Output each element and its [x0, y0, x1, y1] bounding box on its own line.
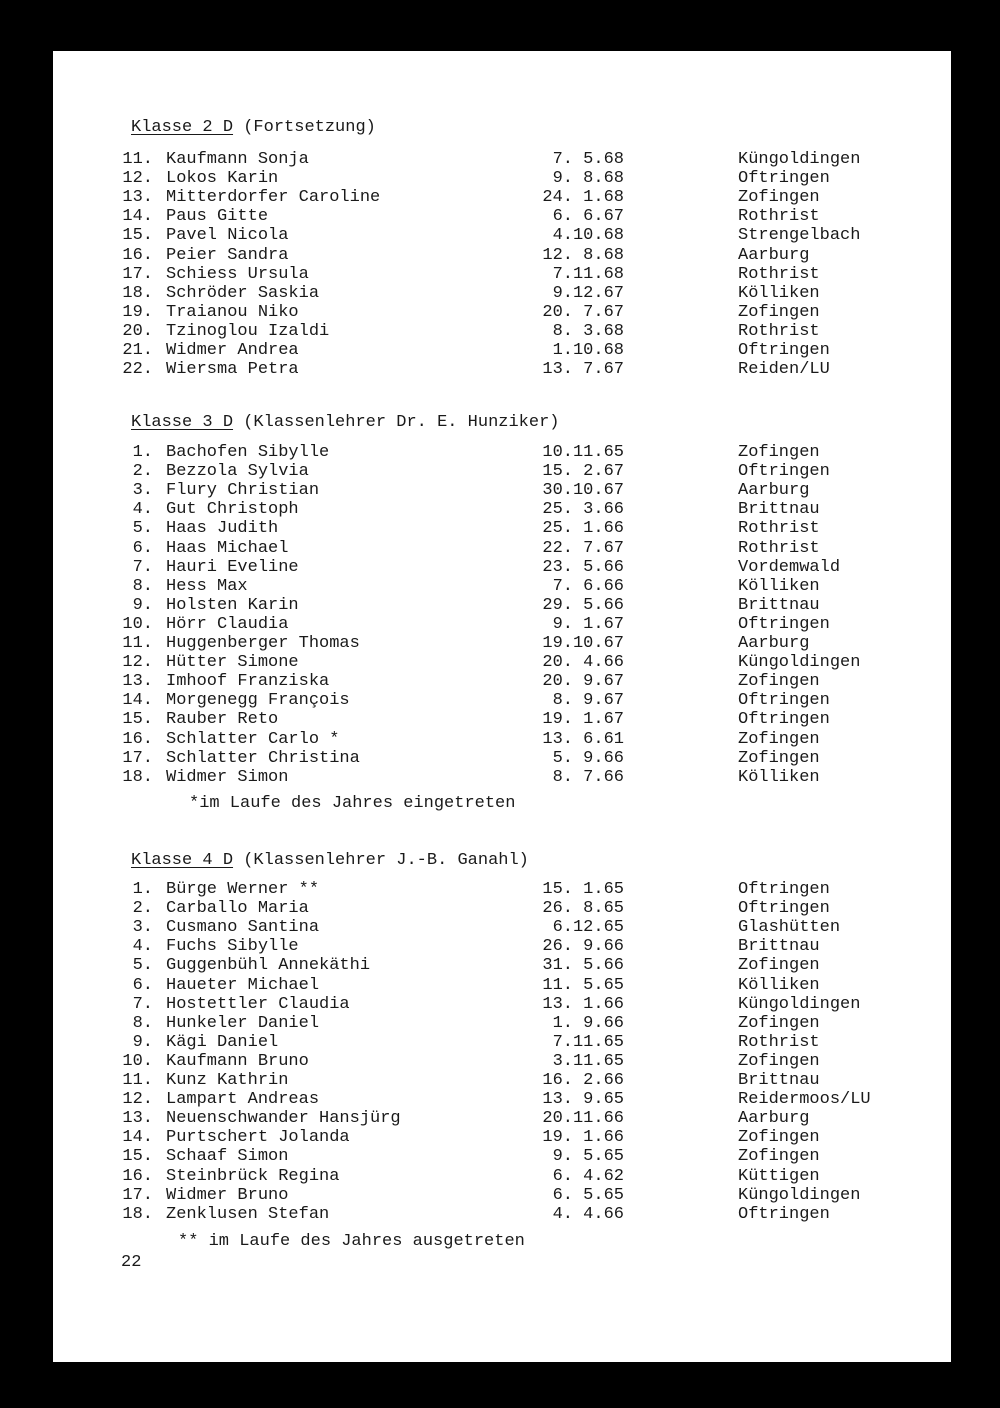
student-row [53, 246, 951, 265]
student-row [53, 150, 951, 169]
student-name: Cusmano Santina [166, 918, 320, 938]
student-row [53, 284, 951, 303]
row-number: 2. [132, 899, 153, 919]
row-number: 3. [132, 481, 153, 501]
home-town: Strengelbach [738, 226, 861, 246]
row-number: 22. [122, 360, 153, 380]
birth-date: 26. 9.66 [542, 937, 624, 957]
student-name: Schaaf Simon [166, 1147, 289, 1167]
home-town: Glashütten [738, 918, 841, 938]
home-town: Oftringen [738, 1204, 830, 1224]
student-row [53, 937, 951, 956]
birth-date: 19.10.67 [542, 634, 624, 653]
birth-date: 24. 1.68 [542, 188, 624, 208]
home-town: Zofingen [738, 729, 820, 749]
student-name: Kunz Kathrin [166, 1071, 289, 1090]
home-town: Zofingen [738, 1128, 820, 1148]
home-town: Küngoldingen [738, 653, 861, 673]
birth-date: 25. 1.66 [542, 519, 624, 539]
row-number: 8. [132, 1013, 153, 1033]
row-number: 16. [122, 729, 153, 749]
row-number: 5. [132, 956, 153, 976]
row-number: 8. [132, 576, 153, 596]
student-row [53, 710, 951, 729]
home-town: Aarburg [738, 245, 810, 265]
row-number: 10. [122, 614, 153, 634]
student-name: Flury Christian [166, 481, 320, 501]
row-number: 21. [122, 341, 153, 360]
student-row [53, 360, 951, 379]
birth-date: 15. 2.67 [542, 462, 624, 482]
student-name: Peier Sandra [166, 245, 289, 265]
student-name: Lokos Karin [166, 169, 279, 189]
student-row [53, 672, 951, 691]
student-row [53, 481, 951, 500]
student-name: Haas Michael [166, 538, 289, 558]
student-row [53, 322, 951, 341]
row-number: 11. [122, 150, 153, 169]
student-row [53, 730, 951, 749]
row-number: 13. [122, 188, 153, 208]
student-name: Gut Christoph [166, 500, 299, 520]
student-name: Mitterdorfer Caroline [166, 188, 381, 208]
home-town: Zofingen [738, 443, 820, 462]
birth-date: 22. 7.67 [542, 538, 624, 558]
home-town: Zofingen [738, 748, 820, 768]
student-row [53, 577, 951, 596]
student-name: Kaufmann Bruno [166, 1051, 309, 1071]
row-number: 14. [122, 691, 153, 711]
home-town: Kölliken [738, 283, 820, 303]
student-row [53, 995, 951, 1014]
home-town: Zofingen [738, 1147, 820, 1167]
class-subtitle: (Fortsetzung) [243, 118, 376, 137]
row-number: 13. [122, 672, 153, 692]
section-heading [131, 850, 529, 872]
student-row [53, 1071, 951, 1090]
student-row [53, 1128, 951, 1147]
student-name: Traianou Niko [166, 302, 299, 322]
birth-date: 12. 8.68 [542, 245, 624, 265]
birth-date: 1.10.68 [552, 341, 624, 360]
home-town: Kölliken [738, 576, 820, 596]
home-town: Rothrist [738, 1032, 820, 1052]
student-row [53, 956, 951, 975]
student-row [53, 1147, 951, 1166]
birth-date: 29. 5.66 [542, 595, 624, 615]
birth-date: 15. 1.65 [542, 880, 624, 899]
student-row [53, 615, 951, 634]
home-town: Zofingen [738, 956, 820, 976]
class-subtitle: (Klassenlehrer Dr. E. Hunziker) [243, 413, 560, 432]
row-number: 17. [122, 264, 153, 284]
student-name: Widmer Andrea [166, 341, 299, 360]
student-name: Haas Judith [166, 519, 279, 539]
student-row [53, 918, 951, 937]
row-number: 17. [122, 748, 153, 768]
birth-date: 6.12.65 [552, 918, 624, 938]
student-row [53, 207, 951, 226]
row-number: 5. [132, 519, 153, 539]
student-row [53, 188, 951, 207]
home-town: Kölliken [738, 767, 820, 787]
home-town: Zofingen [738, 672, 820, 692]
student-name: Huggenberger Thomas [166, 634, 360, 653]
home-town: Küngoldingen [738, 150, 861, 169]
birth-date: 31. 5.66 [542, 956, 624, 976]
student-name: Lampart Andreas [166, 1090, 320, 1110]
birth-date: 4. 4.66 [552, 1204, 624, 1224]
home-town: Oftringen [738, 169, 830, 189]
birth-date: 20. 9.67 [542, 672, 624, 692]
home-town: Oftringen [738, 614, 830, 634]
birth-date: 9.12.67 [552, 283, 624, 303]
row-number: 7. [132, 994, 153, 1014]
birth-date: 20.11.66 [542, 1109, 624, 1129]
row-number: 3. [132, 918, 153, 938]
student-row [53, 880, 951, 899]
student-row [53, 265, 951, 284]
birth-date: 13. 7.67 [542, 360, 624, 380]
student-name: Hauri Eveline [166, 557, 299, 577]
home-town: Zofingen [738, 188, 820, 208]
student-row [53, 749, 951, 768]
birth-date: 7. 5.68 [552, 150, 624, 169]
row-number: 15. [122, 226, 153, 246]
row-number: 14. [122, 207, 153, 227]
birth-date: 25. 3.66 [542, 500, 624, 520]
student-name: Imhoof Franziska [166, 672, 330, 692]
birth-date: 20. 7.67 [542, 302, 624, 322]
birth-date: 13. 6.61 [542, 729, 624, 749]
student-row [53, 634, 951, 653]
student-row [53, 1033, 951, 1052]
student-name: Holsten Karin [166, 595, 299, 615]
birth-date: 19. 1.67 [542, 710, 624, 730]
student-name: Morgenegg François [166, 691, 350, 711]
student-name: Schlatter Christina [166, 748, 360, 768]
student-row [53, 462, 951, 481]
birth-date: 23. 5.66 [542, 557, 624, 577]
birth-date: 9. 5.65 [552, 1147, 624, 1167]
row-number: 15. [122, 1147, 153, 1167]
student-name: Steinbrück Regina [166, 1166, 340, 1186]
row-number: 20. [122, 321, 153, 341]
home-town: Rothrist [738, 321, 820, 341]
student-row [53, 899, 951, 918]
row-number: 15. [122, 710, 153, 730]
row-number: 16. [122, 245, 153, 265]
birth-date: 7.11.68 [552, 264, 624, 284]
student-name: Bezzola Sylvia [166, 462, 309, 482]
birth-date: 19. 1.66 [542, 1128, 624, 1148]
row-number: 7. [132, 557, 153, 577]
row-number: 9. [132, 1032, 153, 1052]
home-town: Brittnau [738, 500, 820, 520]
row-number: 12. [122, 653, 153, 673]
student-row [53, 443, 951, 462]
student-name: Kaufmann Sonja [166, 150, 309, 169]
birth-date: 8. 7.66 [552, 767, 624, 787]
row-number: 18. [122, 1204, 153, 1224]
student-name: Hostettler Claudia [166, 994, 350, 1014]
home-town: Oftringen [738, 899, 830, 919]
student-name: Schlatter Carlo * [166, 729, 340, 749]
birth-date: 16. 2.66 [542, 1071, 624, 1090]
student-row [53, 558, 951, 577]
student-name: Schiess Ursula [166, 264, 309, 284]
class-label: Klasse 4 D [131, 851, 234, 870]
student-name: Kägi Daniel [166, 1032, 279, 1052]
birth-date: 6. 6.67 [552, 207, 624, 227]
row-number: 1. [132, 443, 153, 462]
birth-date: 8. 3.68 [552, 321, 624, 341]
home-town: Reiden/LU [738, 360, 830, 380]
row-number: 18. [122, 767, 153, 787]
home-town: Zofingen [738, 302, 820, 322]
home-town: Oftringen [738, 710, 830, 730]
birth-date: 9. 8.68 [552, 169, 624, 189]
row-number: 17. [122, 1185, 153, 1205]
birth-date: 9. 1.67 [552, 614, 624, 634]
home-town: Aarburg [738, 634, 810, 653]
birth-date: 6. 5.65 [552, 1185, 624, 1205]
student-name: Hütter Simone [166, 653, 299, 673]
student-row [53, 226, 951, 245]
section-heading [131, 412, 560, 434]
birth-date: 26. 8.65 [542, 899, 624, 919]
footnote: ** im Laufe des Jahres ausgetreten [178, 1232, 525, 1251]
student-name: Guggenbühl Annekäthi [166, 956, 371, 976]
home-town: Kölliken [738, 975, 820, 995]
birth-date: 13. 9.65 [542, 1090, 624, 1110]
home-town: Aarburg [738, 1109, 810, 1129]
class-label: Klasse 2 D [131, 118, 234, 137]
home-town: Rothrist [738, 207, 820, 227]
home-town: Brittnau [738, 1071, 820, 1090]
home-town: Oftringen [738, 462, 830, 482]
home-town: Oftringen [738, 341, 830, 360]
home-town: Oftringen [738, 880, 830, 899]
birth-date: 10.11.65 [542, 443, 624, 462]
home-town: Rothrist [738, 519, 820, 539]
row-number: 4. [132, 500, 153, 520]
student-name: Zenklusen Stefan [166, 1204, 330, 1224]
row-number: 6. [132, 538, 153, 558]
student-name: Purtschert Jolanda [166, 1128, 350, 1148]
student-name: Schröder Saskia [166, 283, 320, 303]
student-row [53, 1167, 951, 1186]
birth-date: 11. 5.65 [542, 975, 624, 995]
student-name: Widmer Simon [166, 767, 289, 787]
student-row [53, 519, 951, 538]
class-label: Klasse 3 D [131, 413, 234, 432]
birth-date: 1. 9.66 [552, 1013, 624, 1033]
home-town: Reidermoos/LU [738, 1090, 871, 1110]
row-number: 1. [132, 880, 153, 899]
birth-date: 3.11.65 [552, 1051, 624, 1071]
birth-date: 8. 9.67 [552, 691, 624, 711]
student-name: Bürge Werner ** [166, 880, 320, 899]
row-number: 11. [122, 1071, 153, 1090]
home-town: Oftringen [738, 691, 830, 711]
student-name: Carballo Maria [166, 899, 309, 919]
student-row [53, 169, 951, 188]
birth-date: 7. 6.66 [552, 576, 624, 596]
student-row [53, 1109, 951, 1128]
student-name: Neuenschwander Hansjürg [166, 1109, 401, 1129]
section-heading [131, 117, 376, 139]
row-number: 10. [122, 1051, 153, 1071]
row-number: 2. [132, 462, 153, 482]
student-row [53, 341, 951, 360]
student-name: Wiersma Petra [166, 360, 299, 380]
student-name: Bachofen Sibylle [166, 443, 330, 462]
home-town: Aarburg [738, 481, 810, 501]
student-row [53, 1014, 951, 1033]
student-row [53, 691, 951, 710]
document-page [53, 51, 951, 1362]
student-row [53, 1052, 951, 1071]
student-name: Paus Gitte [166, 207, 269, 227]
student-row [53, 1090, 951, 1109]
birth-date: 5. 9.66 [552, 748, 624, 768]
student-name: Hunkeler Daniel [166, 1013, 320, 1033]
row-number: 13. [122, 1109, 153, 1129]
birth-date: 30.10.67 [542, 481, 624, 501]
row-number: 12. [122, 169, 153, 189]
home-town: Zofingen [738, 1051, 820, 1071]
student-name: Tzinoglou Izaldi [166, 321, 330, 341]
student-name: Widmer Bruno [166, 1185, 289, 1205]
birth-date: 7.11.65 [552, 1032, 624, 1052]
footnote: *im Laufe des Jahres eingetreten [189, 794, 516, 813]
birth-date: 6. 4.62 [552, 1166, 624, 1186]
birth-date: 4.10.68 [552, 226, 624, 246]
home-town: Brittnau [738, 937, 820, 957]
row-number: 9. [132, 595, 153, 615]
student-name: Rauber Reto [166, 710, 279, 730]
student-row [53, 303, 951, 322]
home-town: Rothrist [738, 264, 820, 284]
student-row [53, 768, 951, 787]
student-row [53, 539, 951, 558]
student-name: Fuchs Sibylle [166, 937, 299, 957]
row-number: 12. [122, 1090, 153, 1110]
student-row [53, 1186, 951, 1205]
birth-date: 13. 1.66 [542, 994, 624, 1014]
home-town: Vordemwald [738, 557, 841, 577]
row-number: 11. [122, 634, 153, 653]
page-number: 22 [121, 1253, 142, 1272]
row-number: 16. [122, 1166, 153, 1186]
student-row [53, 976, 951, 995]
student-row [53, 596, 951, 615]
student-name: Haueter Michael [166, 975, 320, 995]
student-name: Pavel Nicola [166, 226, 289, 246]
student-row [53, 653, 951, 672]
home-town: Küngoldingen [738, 994, 861, 1014]
student-row [53, 500, 951, 519]
row-number: 6. [132, 975, 153, 995]
birth-date: 20. 4.66 [542, 653, 624, 673]
home-town: Küttigen [738, 1166, 820, 1186]
home-town: Brittnau [738, 595, 820, 615]
home-town: Küngoldingen [738, 1185, 861, 1205]
row-number: 19. [122, 302, 153, 322]
student-name: Hörr Claudia [166, 614, 289, 634]
student-name: Hess Max [166, 576, 248, 596]
row-number: 18. [122, 283, 153, 303]
class-subtitle: (Klassenlehrer J.-B. Ganahl) [243, 851, 529, 870]
row-number: 14. [122, 1128, 153, 1148]
home-town: Rothrist [738, 538, 820, 558]
student-row [53, 1205, 951, 1224]
row-number: 4. [132, 937, 153, 957]
home-town: Zofingen [738, 1013, 820, 1033]
